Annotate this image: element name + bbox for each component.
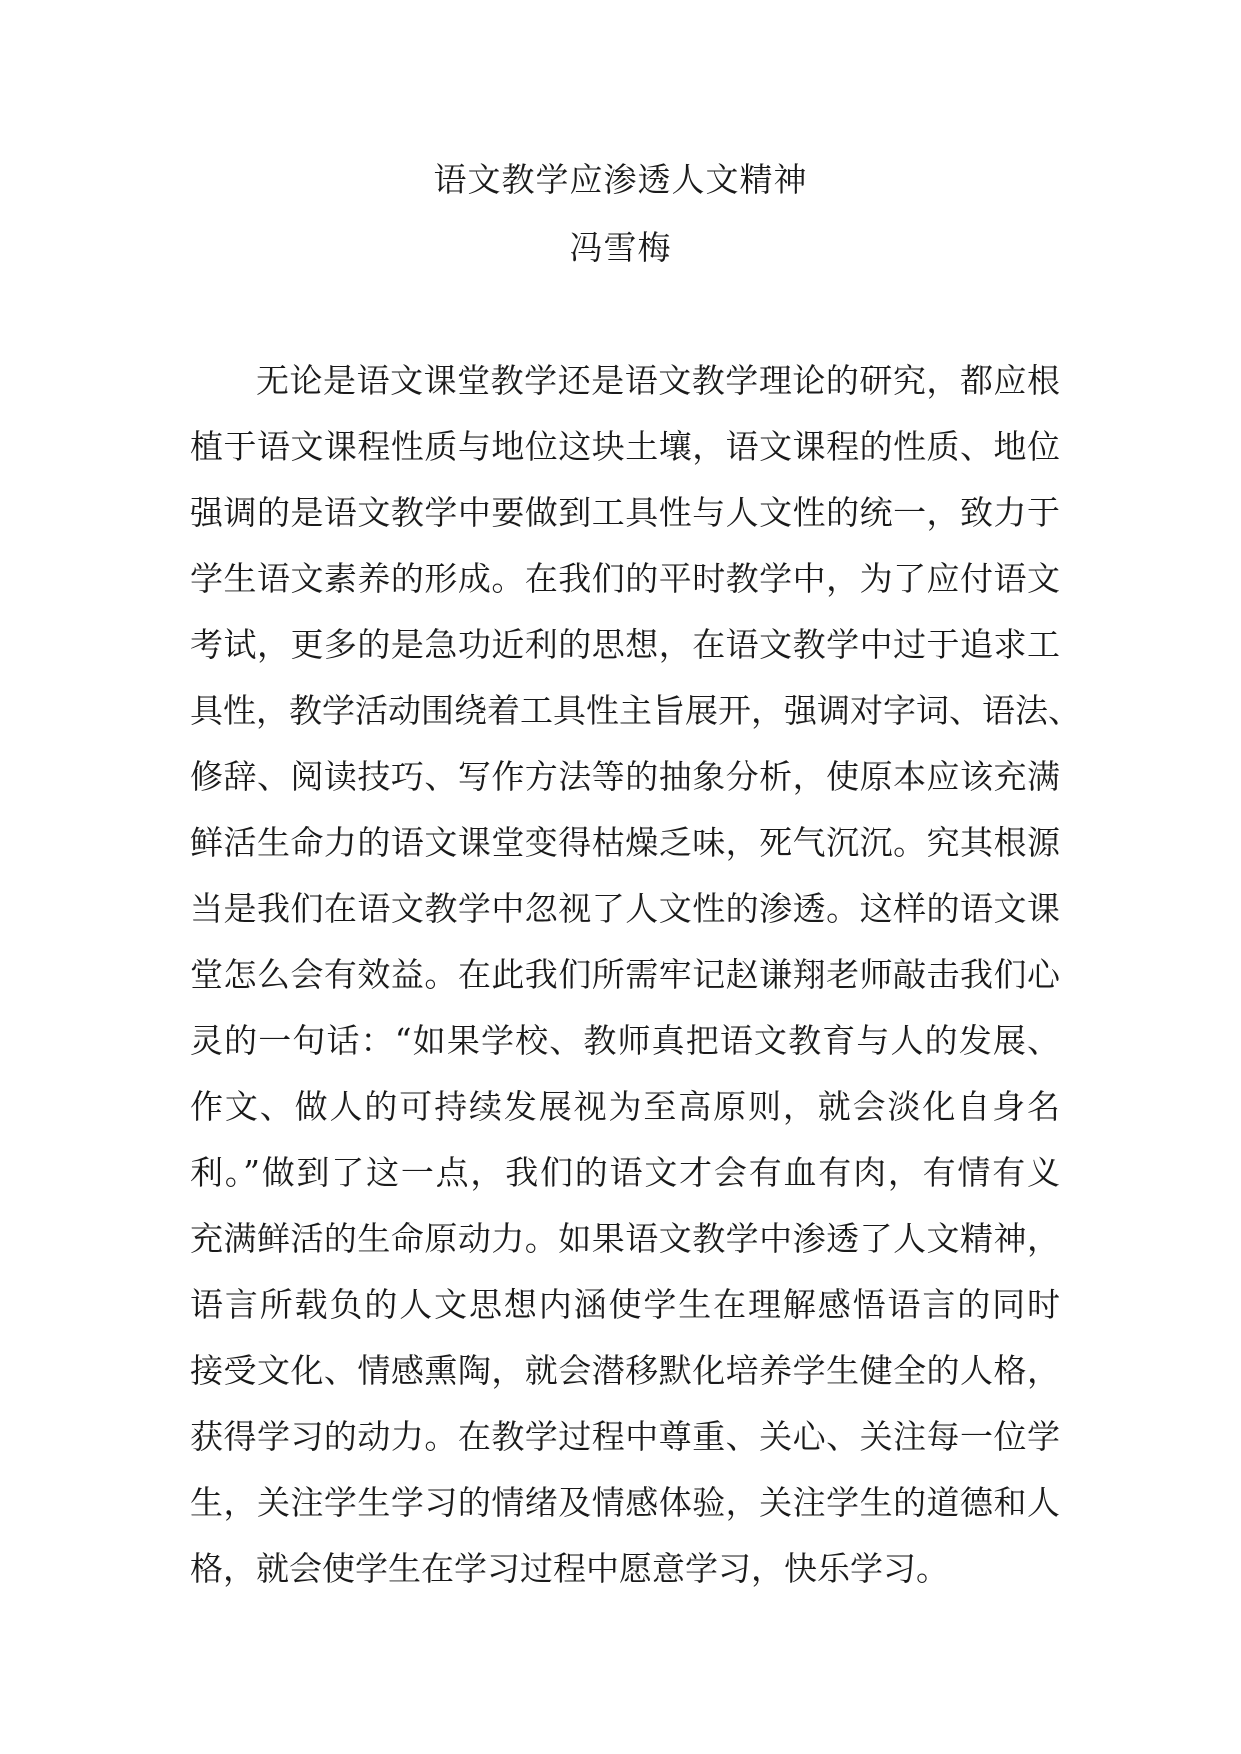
paragraph-line: 植于语文课程性质与地位这块土壤，语文课程的性质、地位 xyxy=(190,427,1060,466)
paragraph-line: 接受文化、情感熏陶，就会潜移默化培养学生健全的人格， xyxy=(190,1351,1060,1390)
paragraph-line: 获得学习的动力。在教学过程中尊重、关心、关注每一位学 xyxy=(190,1417,1060,1456)
paragraph-line: 学生语文素养的形成。在我们的平时教学中，为了应付语文 xyxy=(190,559,1060,598)
document-title: 语文教学应渗透人文精神 xyxy=(433,160,808,199)
paragraph-line: 语言所载负的人文思想内涵使学生在理解感悟语言的同时 xyxy=(190,1285,1060,1324)
paragraph-line: 当是我们在语文教学中忽视了人文性的渗透。这样的语文课 xyxy=(190,889,1060,928)
paragraph-line: 修辞、阅读技巧、写作方法等的抽象分析，使原本应该充满 xyxy=(190,757,1060,796)
paragraph-line: 作文、做人的可持续发展视为至高原则，就会淡化自身名 xyxy=(190,1087,1060,1126)
paragraph-line: 生，关注学生学习的情绪及情感体验，关注学生的道德和人 xyxy=(190,1483,1060,1522)
body-paragraph xyxy=(190,354,1081,1608)
paragraph-line: 鲜活生命力的语文课堂变得枯燥乏味，死气沉沉。究其根源 xyxy=(190,823,1060,862)
paragraph-line: 无论是语文课堂教学还是语文教学理论的研究，都应根 xyxy=(256,361,1060,400)
paragraph-line: 具性，教学活动围绕着工具性主旨展开，强调对字词、语法、 xyxy=(190,691,1081,730)
paragraph-line: 考试，更多的是急功近利的思想，在语文教学中过于追求工 xyxy=(190,625,1060,664)
paragraph-line: 充满鲜活的生命原动力。如果语文教学中渗透了人文精神， xyxy=(190,1219,1060,1258)
paragraph-line: 堂怎么会有效益。在此我们所需牢记赵谦翔老师敲击我们心 xyxy=(190,955,1060,994)
document-author: 冯雪梅 xyxy=(569,228,672,267)
paragraph-line: 强调的是语文教学中要做到工具性与人文性的统一，致力于 xyxy=(190,493,1060,532)
paragraph-line: 格，就会使学生在学习过程中愿意学习，快乐学习。 xyxy=(190,1549,949,1588)
paragraph-line: 利。”做到了这一点，我们的语文才会有血有肉，有情有义 xyxy=(190,1153,1060,1192)
paragraph-line: 灵的一句话：“如果学校、教师真把语文教育与人的发展、 xyxy=(190,1021,1060,1060)
